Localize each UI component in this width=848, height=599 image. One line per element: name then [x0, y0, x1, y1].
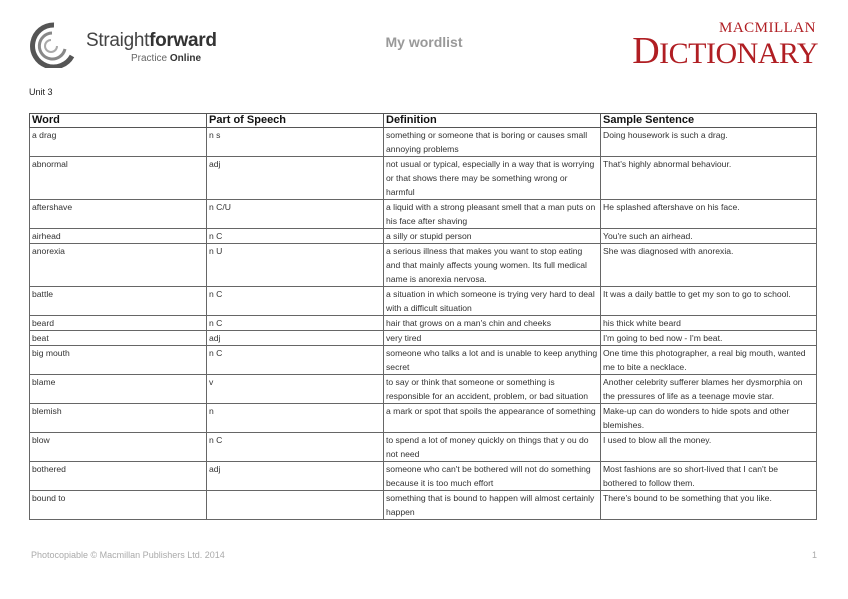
- cell-definition: a mark or spot that spoils the appearance of something: [384, 404, 601, 433]
- cell-sample-sentence: Most fashions are so short-lived that I can't be bothered to follow them.: [601, 462, 817, 491]
- cell-sample-sentence: his thick white beard: [601, 316, 817, 331]
- cell-word: bound to: [30, 491, 207, 520]
- cell-sample-sentence: Doing housework is such a drag.: [601, 128, 817, 157]
- cell-word: a drag: [30, 128, 207, 157]
- table-row: [30, 128, 817, 157]
- cell-part-of-speech: [207, 491, 384, 520]
- cell-definition: someone who can't be bothered will not do something because it is too much effort: [384, 462, 601, 491]
- logo-name: Straightforward: [86, 30, 217, 51]
- macmillan-dictionary-logo: [628, 22, 818, 72]
- cell-definition: a situation in which someone is trying very hard to deal with a difficult situation: [384, 287, 601, 316]
- cell-definition: something that is bound to happen will almost certainly happen: [384, 491, 601, 520]
- cell-word: abnormal: [30, 157, 207, 200]
- header-word: Word: [30, 114, 207, 128]
- cell-part-of-speech: adj: [207, 157, 384, 200]
- cell-part-of-speech: n: [207, 404, 384, 433]
- copyright-footer: Photocopiable © Macmillan Publishers Ltd. 2014: [31, 550, 225, 560]
- table-row: [30, 331, 817, 346]
- wordlist-table: [29, 113, 817, 520]
- cell-sample-sentence: I used to blow all the money.: [601, 433, 817, 462]
- cell-part-of-speech: v: [207, 375, 384, 404]
- cell-sample-sentence: That's highly abnormal behaviour.: [601, 157, 817, 200]
- cell-sample-sentence: She was diagnosed with anorexia.: [601, 244, 817, 287]
- header-part-of-speech: Part of Speech: [207, 114, 384, 128]
- table-row: [30, 462, 817, 491]
- cell-part-of-speech: n C/U: [207, 200, 384, 229]
- table-row: [30, 316, 817, 331]
- cell-part-of-speech: adj: [207, 462, 384, 491]
- cell-definition: something or someone that is boring or causes small annoying problems: [384, 128, 601, 157]
- cell-word: anorexia: [30, 244, 207, 287]
- logo-dictionary-text: DICTIONARY: [632, 30, 818, 72]
- page-number: 1: [811, 550, 817, 560]
- cell-definition: a silly or stupid person: [384, 229, 601, 244]
- cell-sample-sentence: One time this photographer, a real big mouth, wanted me to bite a necklace.: [601, 346, 817, 375]
- table-row: [30, 375, 817, 404]
- table-row: [30, 404, 817, 433]
- cell-part-of-speech: n C: [207, 433, 384, 462]
- cell-definition: not usual or typical, especially in a way that is worrying or that shows there may be something wrong or harmful: [384, 157, 601, 200]
- cell-word: blame: [30, 375, 207, 404]
- cell-sample-sentence: Make-up can do wonders to hide spots and other blemishes.: [601, 404, 817, 433]
- table-row: [30, 491, 817, 520]
- table-row: [30, 287, 817, 316]
- cell-part-of-speech: n C: [207, 346, 384, 375]
- table-row: [30, 346, 817, 375]
- logo-subtitle: Practice Online: [131, 53, 202, 64]
- header-definition: Definition: [384, 114, 601, 128]
- cell-word: blemish: [30, 404, 207, 433]
- cell-word: airhead: [30, 229, 207, 244]
- cell-sample-sentence: He splashed aftershave on his face.: [601, 200, 817, 229]
- cell-definition: a liquid with a strong pleasant smell that a man puts on his face after shaving: [384, 200, 601, 229]
- cell-word: big mouth: [30, 346, 207, 375]
- cell-definition: hair that grows on a man's chin and cheeks: [384, 316, 601, 331]
- page-title: My wordlist: [385, 34, 463, 50]
- logo-macmillan-text: MACMILLAN: [719, 20, 816, 36]
- cell-definition: someone who talks a lot and is unable to keep anything secret: [384, 346, 601, 375]
- cell-definition: to spend a lot of money quickly on things that y ou do not need: [384, 433, 601, 462]
- cell-sample-sentence: I'm going to bed now - I'm beat.: [601, 331, 817, 346]
- cell-word: battle: [30, 287, 207, 316]
- cell-word: beat: [30, 331, 207, 346]
- cell-definition: very tired: [384, 331, 601, 346]
- cell-definition: to say or think that someone or something is responsible for an accident, problem, or bad situation: [384, 375, 601, 404]
- table-row: [30, 157, 817, 200]
- cell-word: blow: [30, 433, 207, 462]
- unit-label: Unit 3: [29, 87, 53, 97]
- cell-sample-sentence: It was a daily battle to get my son to go to school.: [601, 287, 817, 316]
- table-header-row: [30, 114, 817, 128]
- cell-sample-sentence: You're such an airhead.: [601, 229, 817, 244]
- cell-sample-sentence: Another celebrity sufferer blames her dysmorphia on the pressures of life as a teenage movie star.: [601, 375, 817, 404]
- table-row: [30, 229, 817, 244]
- cell-sample-sentence: There's bound to be something that you like.: [601, 491, 817, 520]
- cell-part-of-speech: n U: [207, 244, 384, 287]
- cell-word: aftershave: [30, 200, 207, 229]
- cell-part-of-speech: n C: [207, 316, 384, 331]
- cell-part-of-speech: n s: [207, 128, 384, 157]
- cell-word: bothered: [30, 462, 207, 491]
- cell-part-of-speech: n C: [207, 287, 384, 316]
- table-row: [30, 433, 817, 462]
- table-row: [30, 244, 817, 287]
- cell-definition: a serious illness that makes you want to stop eating and that mainly affects young women. Its full medical name is anorexia nervosa.: [384, 244, 601, 287]
- cell-part-of-speech: n C: [207, 229, 384, 244]
- cell-word: beard: [30, 316, 207, 331]
- header-sample-sentence: Sample Sentence: [601, 114, 817, 128]
- cell-part-of-speech: adj: [207, 331, 384, 346]
- table-row: [30, 200, 817, 229]
